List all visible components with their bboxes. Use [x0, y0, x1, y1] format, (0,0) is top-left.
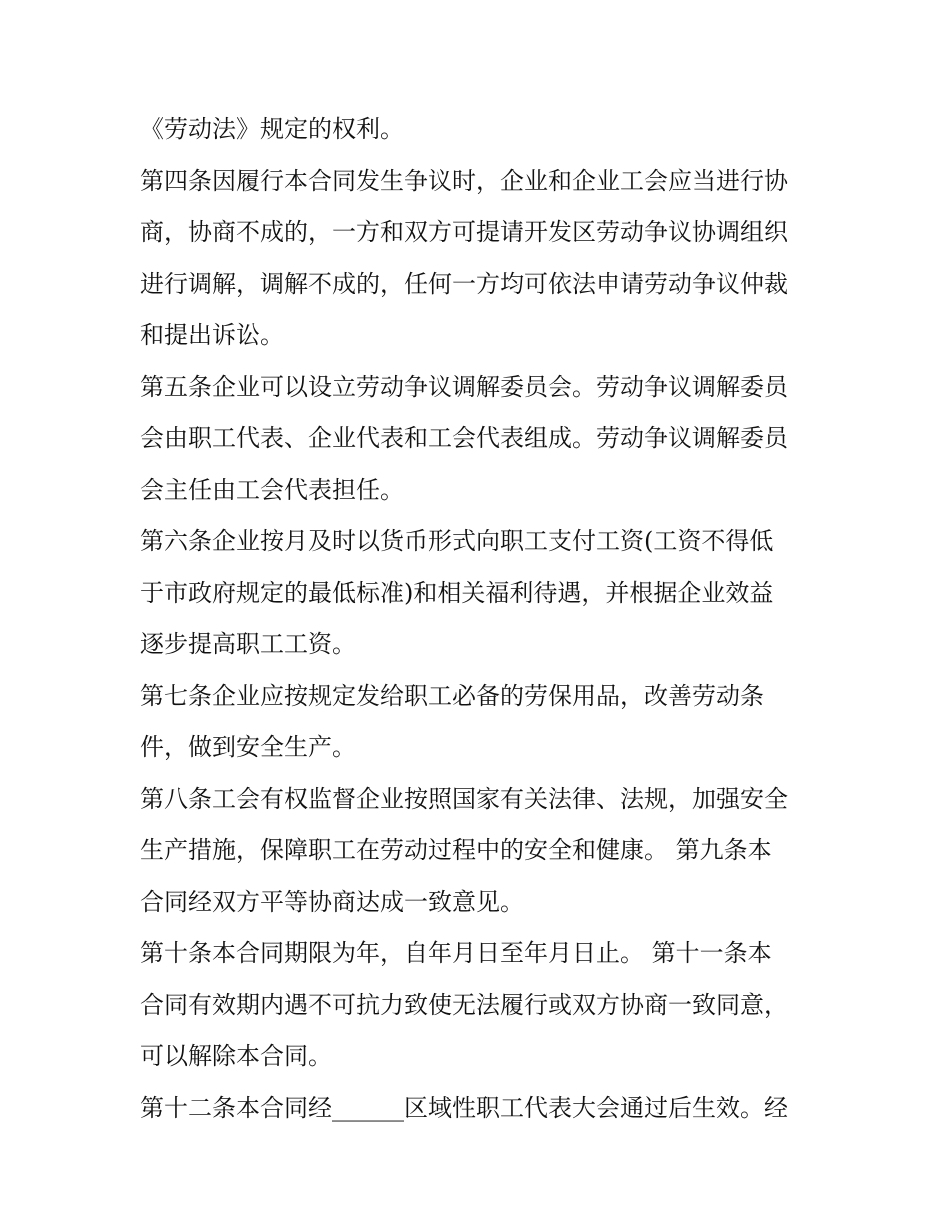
text-line: 合同经双方平等协商达成一致意见。 — [140, 887, 524, 916]
text-line: 会主任由工会代表担任。 — [140, 475, 404, 504]
text-line: 第八条工会有权监督企业按照国家有关法律、法规，加强安全 — [140, 784, 788, 813]
text-line: 逐步提高职工工资。 — [140, 630, 356, 658]
text-line: 第五条企业可以设立劳动争议调解委员会。劳动争议调解委员 — [140, 372, 788, 401]
document-body — [140, 104, 820, 1134]
text-line: 第十二条本合同经______区域性职工代表大会通过后生效。经 — [140, 1093, 788, 1122]
text-line: 商，协商不成的，一方和双方可提请开发区劳动争议协调组织 — [140, 218, 788, 246]
text-line: 可以解除本合同。 — [140, 1042, 332, 1070]
text-line: 于市政府规定的最低标准)和相关福利待遇，并根据企业效益 — [140, 578, 774, 607]
text-line: 《劳动法》规定的权利。 — [140, 115, 404, 143]
text-line: 第十条本合同期限为年，自年月日至年月日止。 第十一条本 — [140, 939, 772, 967]
text-line: 生产措施，保障职工在劳动过程中的安全和健康。 第九条本 — [140, 836, 772, 864]
text-line: 和提出诉讼。 — [140, 321, 284, 349]
text-line: 第四条因履行本合同发生争议时，企业和企业工会应当进行协 — [140, 166, 788, 195]
text-line: 件，做到安全生产。 — [140, 733, 356, 761]
text-line: 会由职工代表、企业代表和工会代表组成。劳动争议调解委员 — [140, 424, 788, 452]
text-line: 合同有效期内遇不可抗力致使无法履行或双方协商一致同意， — [140, 990, 788, 1019]
text-line: 第七条企业应按规定发给职工必备的劳保用品，改善劳动条 — [140, 681, 764, 710]
text-line: 进行调解，调解不成的，任何一方均可依法申请劳动争议仲裁 — [140, 269, 788, 298]
text-line: 第六条企业按月及时以货币形式向职工支付工资(工资不得低 — [140, 527, 774, 555]
